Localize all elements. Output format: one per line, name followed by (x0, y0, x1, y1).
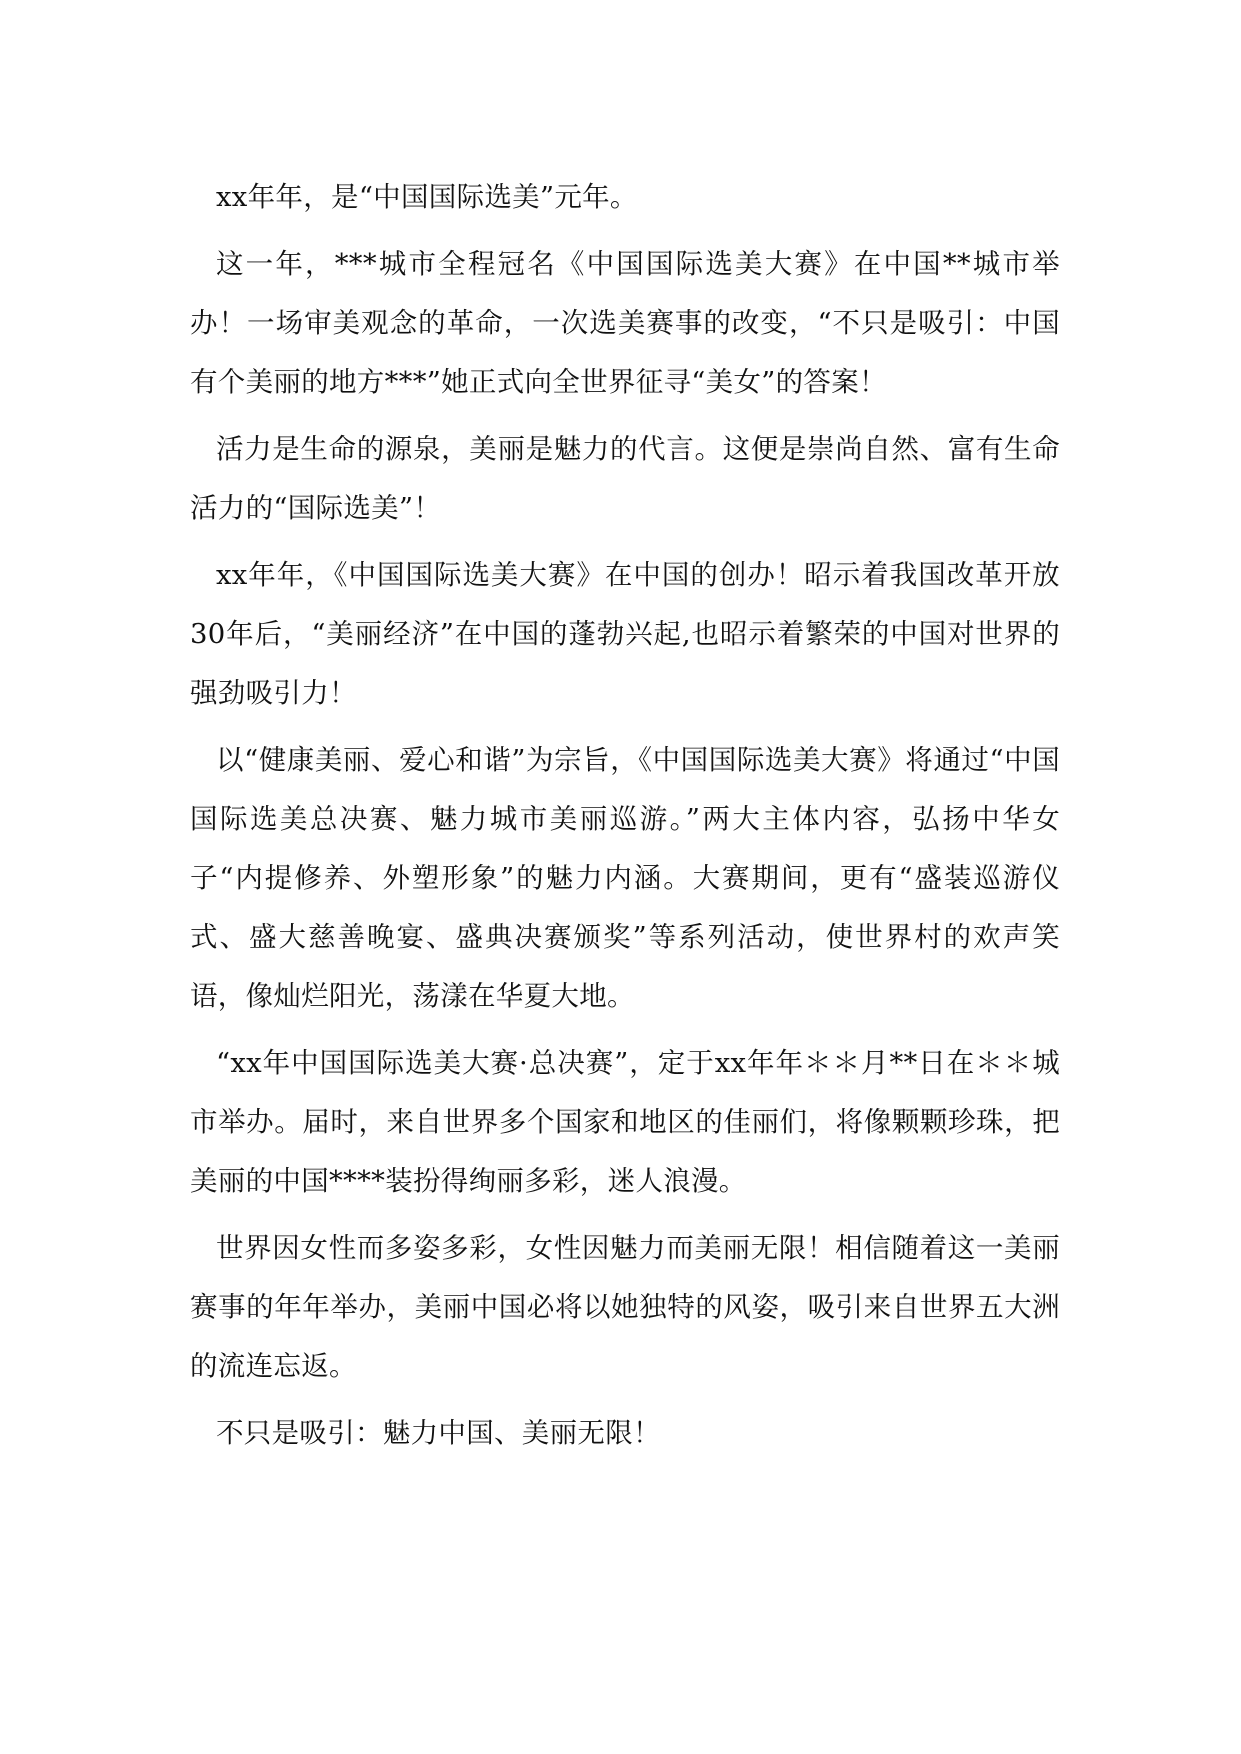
paragraph-4: xx年年，《中国国际选美大赛》在中国的创办！昭示着我国改革开放30年后，“美丽经济”在中国的蓬勃兴起,也昭示着繁荣的中国对世界的强劲吸引力！ (190, 559, 1060, 709)
paragraph-8: 不只是吸引：魅力中国、美丽无限！ (216, 1417, 661, 1449)
paragraph-6: “xx年中国国际选美大赛·总决赛”，定于xx年年＊＊月**日在＊＊城市举办。届时，来自世界多个国家和地区的佳丽们，将像颗颗珍珠，把美丽的中国****装扮得绚丽多彩，迷人浪漫。 (190, 1047, 1060, 1197)
document-body (190, 168, 1060, 1463)
paragraph-7: 世界因女性而多姿多彩，女性因魅力而美丽无限！相信随着这一美丽赛事的年年举办，美丽中国必将以她独特的风姿，吸引来自世界五大洲的流连忘返。 (190, 1232, 1060, 1382)
paragraph-2: 这一年，***城市全程冠名《中国国际选美大赛》在中国**城市举办！一场审美观念的革命，一次选美赛事的改变，“不只是吸引：中国有个美丽的地方***”她正式向全世界征寻“美女”的答案！ (190, 248, 1060, 398)
paragraph-1: xx年年，是“中国国际选美”元年。 (216, 181, 638, 213)
paragraph-3: 活力是生命的源泉，美丽是魅力的代言。这便是崇尚自然、富有生命活力的“国际选美”！ (190, 433, 1060, 524)
paragraph-5: 以“健康美丽、爱心和谐”为宗旨，《中国国际选美大赛》将通过“中国国际选美总决赛、魅力城市美丽巡游。”两大主体内容，弘扬中华女子“内提修养、外塑形象”的魅力内涵。大赛期间，更有“盛装巡游仪式、盛大慈善晚宴、盛典决赛颁奖”等系列活动，使世界村的欢声笑语，像灿烂阳光，荡漾在华夏大地。 (190, 744, 1060, 1012)
